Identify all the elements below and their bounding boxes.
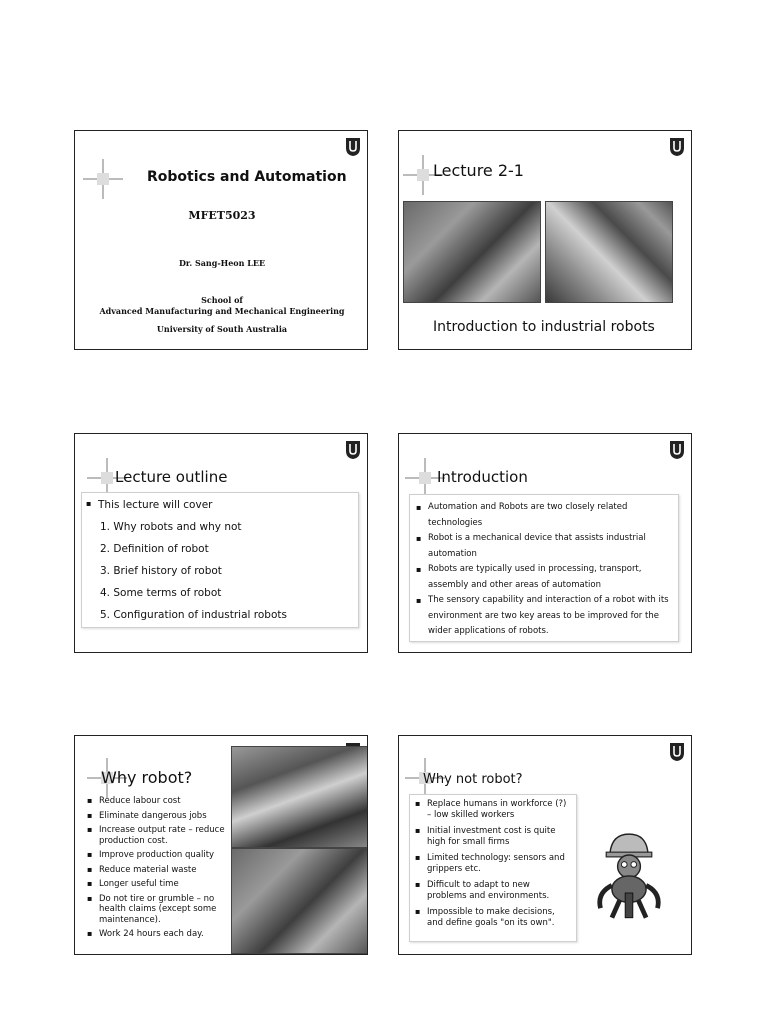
author-name: Dr. Sang-Heon LEE	[178, 258, 266, 268]
outline-panel	[81, 492, 359, 628]
robot-photo-car-body	[231, 848, 368, 954]
why-bullet: ▪ Do not tire or grumble – no health claims (except some maintenance).	[87, 894, 231, 926]
why-bullet: ▪ Eliminate dangerous jobs	[87, 811, 231, 822]
university-name: University of South Australia	[156, 324, 288, 334]
intro-bullet: ▪ Robots are typically used in processing, transport, assembly and other areas of automation	[416, 562, 672, 593]
school-line-2: Advanced Manufacturing and Mechanical Engineering	[99, 306, 345, 316]
why-not-panel	[409, 794, 577, 942]
why-not-bullet: ▪ Difficult to adapt to new problems and environments.	[415, 880, 571, 901]
slide-title: Why not robot?	[423, 772, 523, 787]
slide-6	[398, 735, 692, 955]
robot-photo-car-body	[403, 201, 541, 303]
intro-bullet: ▪ The sensory capability and interaction of a robot with its environment are two key areas to be improved for the wider applications of robots.	[416, 593, 672, 640]
outline-item: 5. Configuration of industrial robots	[100, 609, 287, 621]
why-bullet: ▪ Reduce material waste	[87, 865, 231, 876]
slide-1	[74, 130, 368, 350]
university-logo-icon	[345, 137, 361, 157]
intro-bullet: ▪ Robot is a mechanical device that assists industrial automation	[416, 531, 672, 562]
outline-item: 3. Brief history of robot	[100, 565, 222, 577]
university-logo-icon	[669, 742, 685, 762]
university-logo-icon	[345, 440, 361, 460]
outline-item: 2. Definition of robot	[100, 543, 209, 555]
course-code: MFET5023	[188, 209, 256, 222]
university-logo-icon	[669, 440, 685, 460]
why-not-bullet: ▪ Replace humans in workforce (?) – low skilled workers	[415, 799, 571, 820]
slide-subtitle: Introduction to industrial robots	[433, 319, 655, 335]
why-bullet: ▪ Increase output rate – reduce production cost.	[87, 825, 231, 846]
why-not-bullet: ▪ Impossible to make decisions, and define goals "on its own".	[415, 907, 571, 928]
slide-title: Lecture outline	[115, 468, 228, 486]
why-bullet: ▪ Improve production quality	[87, 850, 231, 861]
title-cross-decoration	[83, 159, 123, 199]
school-line-1: School of	[201, 295, 243, 305]
why-bullet: ▪ Work 24 hours each day.	[87, 929, 231, 940]
outline-item: 4. Some terms of robot	[100, 587, 222, 599]
why-bullet: ▪ Longer useful time	[87, 879, 231, 890]
intro-panel	[409, 494, 679, 642]
slide-3	[74, 433, 368, 653]
university-logo-icon	[669, 137, 685, 157]
why-not-bullet: ▪ Initial investment cost is quite high for small firms	[415, 826, 571, 847]
worker-cartoon-icon	[591, 826, 667, 922]
robot-photo-assembly-line	[231, 746, 368, 848]
slide-title: Robotics and Automation	[147, 169, 347, 185]
slide-5	[74, 735, 368, 955]
why-not-bullet: ▪ Limited technology: sensors and grippers etc.	[415, 853, 571, 874]
slide-4	[398, 433, 692, 653]
slide-title: Lecture 2-1	[433, 161, 524, 180]
slide-2	[398, 130, 692, 350]
intro-bullet: ▪ Automation and Robots are two closely related technologies	[416, 500, 672, 531]
outline-intro: ▪ This lecture will cover	[86, 499, 212, 511]
outline-item: 1. Why robots and why not	[100, 521, 242, 533]
why-bullet: ▪ Reduce labour cost	[87, 796, 231, 807]
slide-title: Why robot?	[101, 768, 193, 787]
robot-photo-arm-cup	[545, 201, 673, 303]
slide-title: Introduction	[437, 468, 528, 486]
